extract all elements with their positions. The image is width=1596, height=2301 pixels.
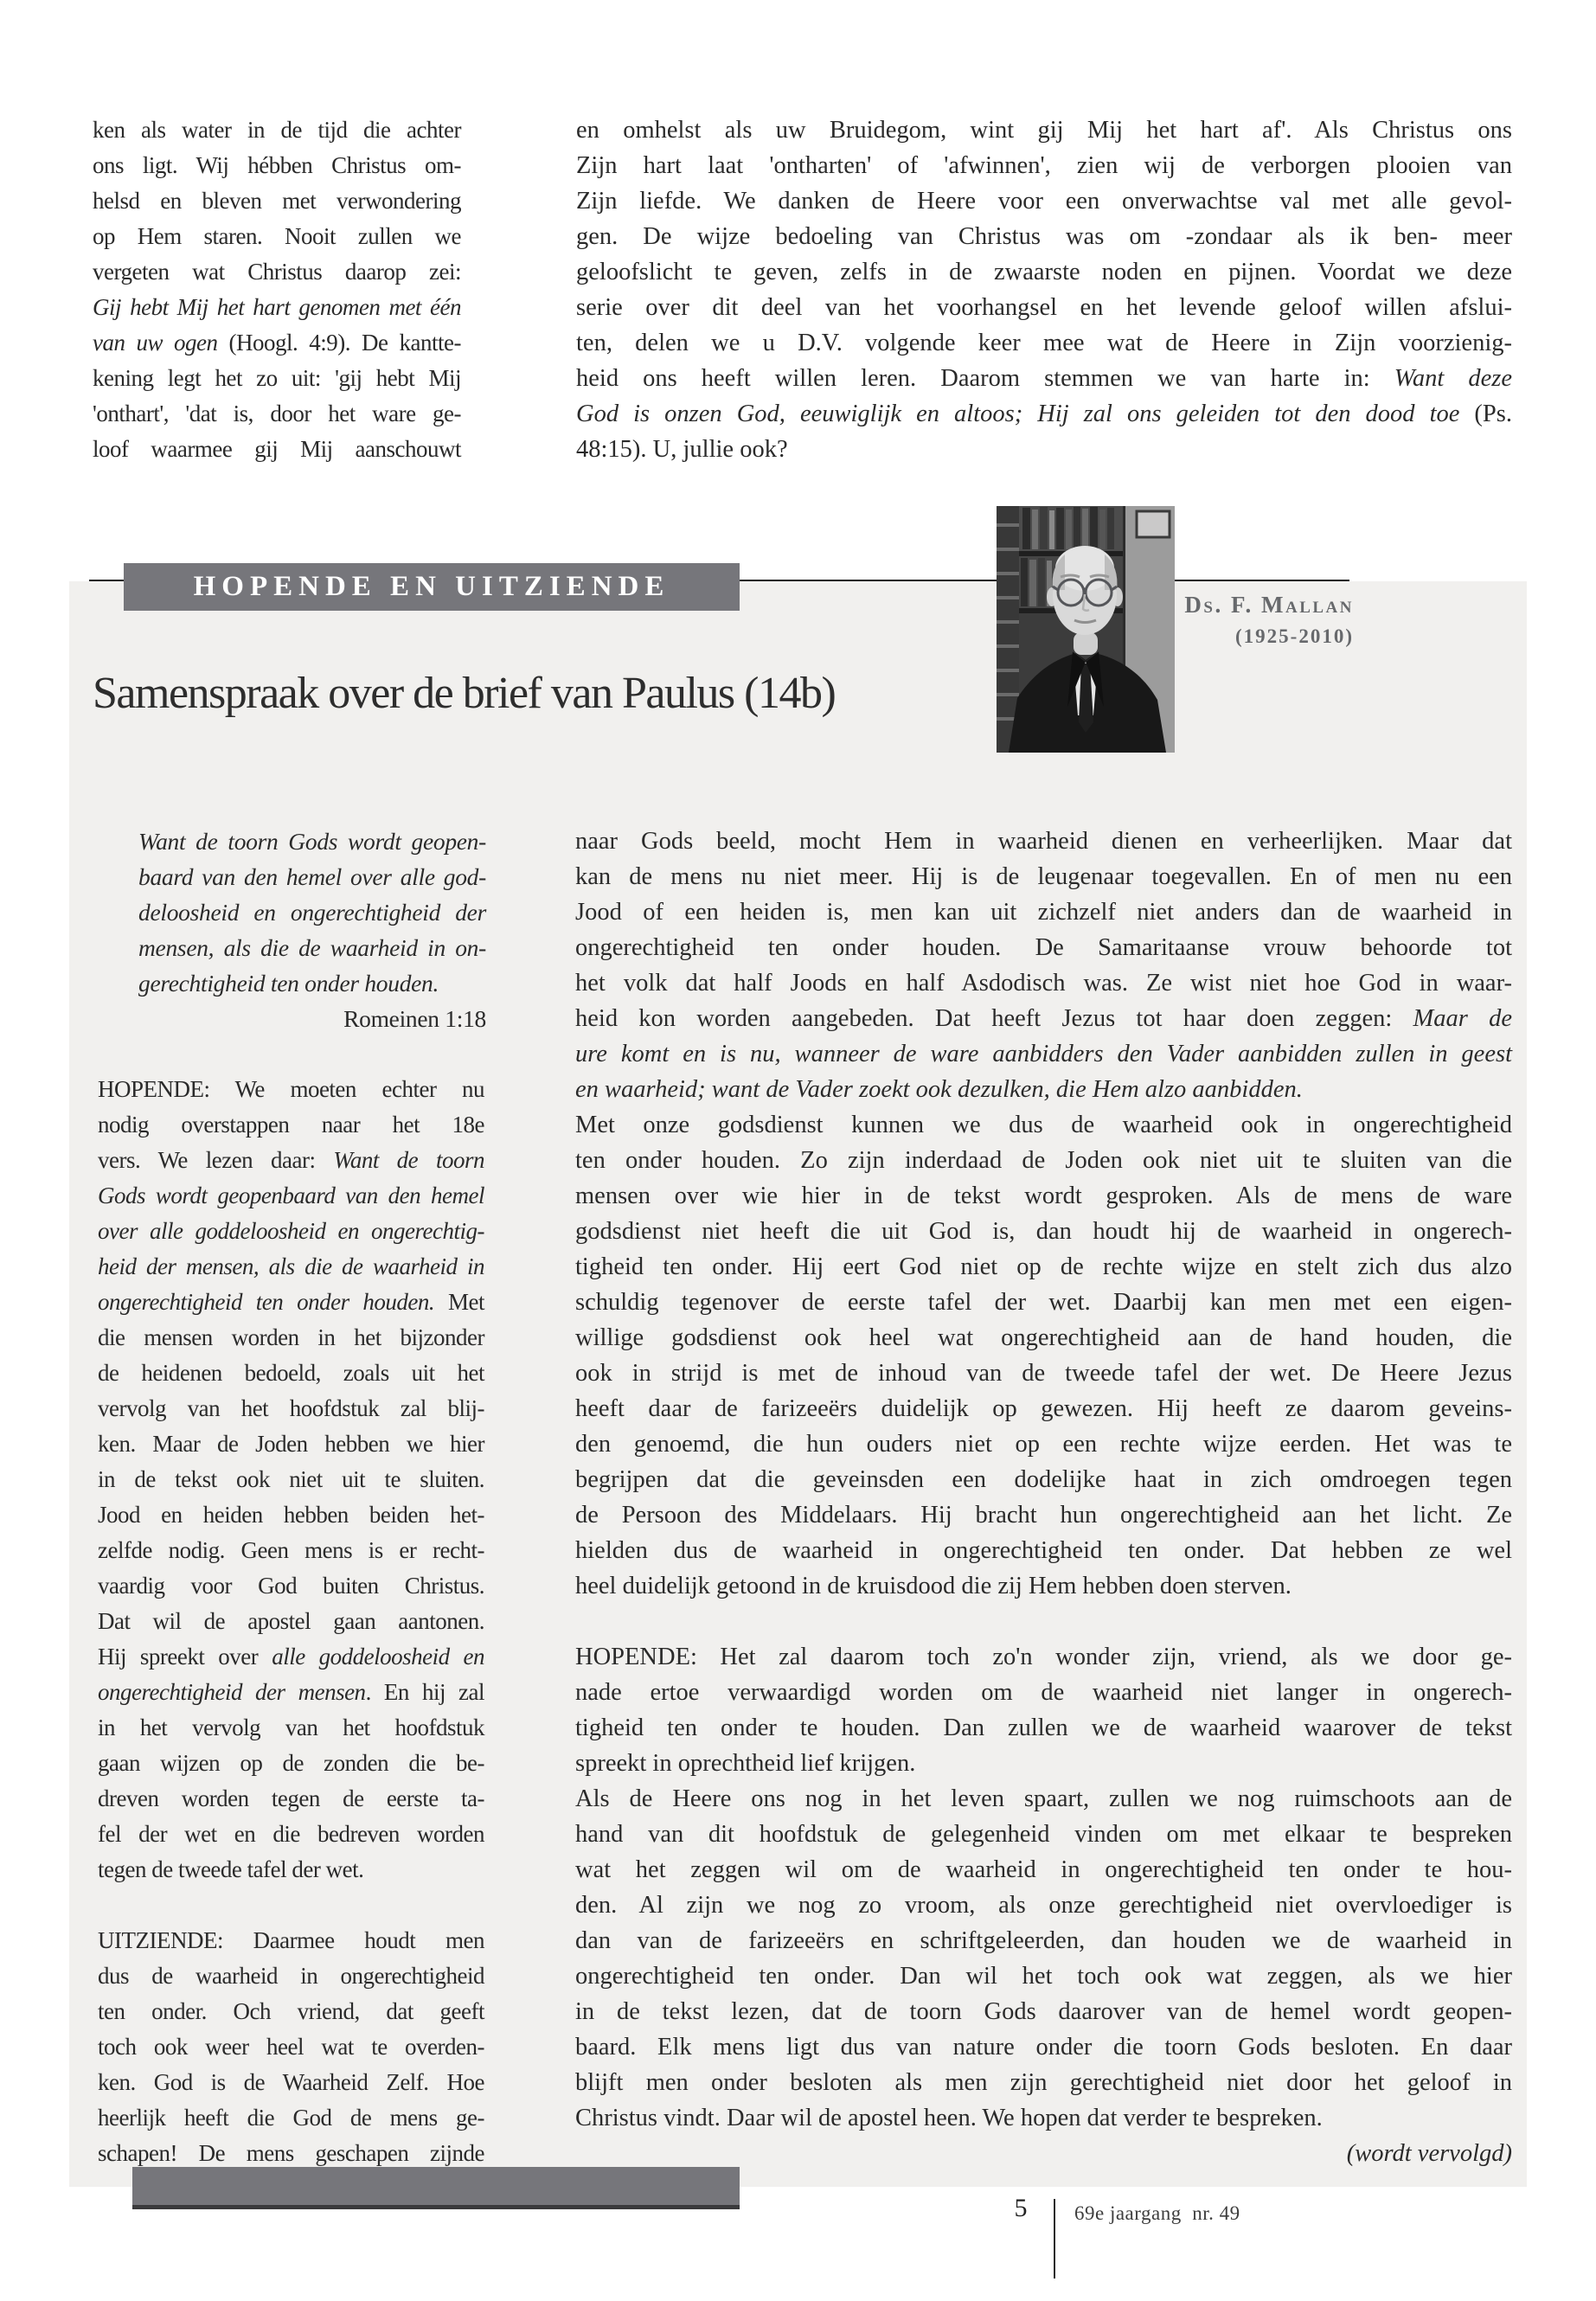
text-line: zelfde nodig. Geen mens is er recht-	[98, 1537, 484, 1563]
text-line: ure komt en is nu, wanneer de ware aanbidders den Vader aanbidden zullen in geest	[575, 1041, 1512, 1067]
text-line: kan de mens nu niet meer. Hij is de leugenaar toegevallen. En of men nu een	[575, 863, 1512, 890]
text-line: ten onder houden. Zo zijn inderdaad de Joden ook niet uit te sluiten van die	[575, 1147, 1512, 1174]
text-line: wat het zeggen wil om de waarheid in ongerechtigheid ten onder te hou-	[575, 1856, 1512, 1883]
text-line: naar Gods beeld, mocht Hem in waarheid dienen en verheerlijken. Maar dat	[575, 828, 1512, 855]
text-line: Romeinen 1:18	[343, 1005, 486, 1032]
text-line: 48:15). U, jullie ook?	[576, 436, 788, 463]
text-line: ongerechtigheid ten onder houden. Met	[98, 1289, 485, 1315]
text-line: den genoemd, die hun ouders niet op een rechte wijze eerden. Het was te	[575, 1431, 1512, 1458]
text-line: HOPENDE: We moeten echter nu	[98, 1076, 484, 1102]
text-line: fel der wet en die bedreven worden	[98, 1821, 484, 1847]
text-line: dus de waarheid in ongerechtigheid	[98, 1963, 484, 1989]
text-line: Gods wordt geopenbaard van den hemel	[98, 1183, 484, 1208]
text-line: ten onder. Och vriend, dat geeft	[98, 1998, 484, 2024]
text-line: de heidenen bedoeld, zoals uit het	[98, 1360, 484, 1386]
footer-divider	[1054, 2199, 1055, 2279]
text-line: gen. De wijze bedoeling van Christus was om -zondaar als ik ben- meer	[576, 223, 1512, 250]
text-line: 'onthart', 'dat is, door het ware ge-	[93, 401, 461, 426]
article-left-column	[98, 1072, 484, 2171]
text-line: willige godsdienst ook heel wat ongerechtigheid aan de hand houden, die	[575, 1324, 1512, 1351]
text-line: de Persoon des Middelaars. Hij bracht hun ongerechtigheid aan het licht. Ze	[575, 1502, 1512, 1529]
text-line: baard van den hemel over alle god-	[138, 863, 486, 890]
text-line: kening legt het zo uit: 'gij hebt Mij	[93, 365, 461, 391]
text-line: over alle goddeloosheid en ongerechtig-	[98, 1218, 484, 1244]
text-line: Als de Heere ons nog in het leven spaart, zullen we nog ruimschoots aan de	[575, 1785, 1512, 1812]
text-line: ken als water in de tijd die achter	[93, 117, 461, 143]
text-line: begrijpen dat die geveinsden een dodelijke haat in zich omdroegen tegen	[575, 1466, 1512, 1493]
text-line: serie over dit deel van het voorhangsel en het levende geloof willen afslui-	[576, 294, 1512, 321]
text-line: Zijn liefde. We danken de Heere voor een onverwachtse val met alle gevol-	[576, 188, 1512, 215]
text-line: God is onzen God, eeuwiglijk en altoos; Hij zal ons geleiden tot den dood toe (Ps.	[576, 401, 1512, 427]
text-line: heel duidelijk getoond in de kruisdood die zij Hem hebben doen sterven.	[575, 1573, 1292, 1599]
text-line: tigheid ten onder te houden. Dan zullen we de waarheid waarover de tekst	[575, 1715, 1512, 1741]
text-line: heeft daar de farizeeërs duidelijk op gewezen. Hij heeft ze daarom geveins-	[575, 1395, 1512, 1422]
text-line: Met onze godsdienst kunnen we dus de waarheid ook in ongerechtigheid	[575, 1112, 1512, 1138]
text-line: nade ertoe verwaardigd worden om de waarheid niet langer in ongerech-	[575, 1679, 1512, 1706]
text-line: Dat wil de apostel gaan aantonen.	[98, 1608, 484, 1634]
text-line: deloosheid en ongerechtigheid der	[138, 899, 486, 926]
text-line: gerechtigheid ten onder houden.	[138, 970, 439, 997]
text-line: die mensen worden in het bijzonder	[98, 1324, 484, 1350]
text-line: hand van dit hoofdstuk de gelegenheid vinden om met elkaar te bespreken	[575, 1821, 1512, 1848]
text-line: ken. Maar de Joden hebben we hier	[98, 1431, 484, 1457]
text-line: godsdienst niet heeft die uit God is, dan houdt hij de waarheid in ongerech-	[575, 1218, 1512, 1245]
text-line: ons ligt. Wij hébben Christus om-	[93, 152, 461, 178]
text-line: tigheid ten onder. Hij eert God niet op de rechte wijze en stelt zich dus alzo	[575, 1253, 1512, 1280]
text-line: in het vervolg van het hoofdstuk	[98, 1715, 484, 1740]
section-kicker-label: HOPENDE EN UITZIENDE	[193, 571, 670, 602]
text-line: in de tekst lezen, dat de toorn Gods daarover van de hemel wordt geopen-	[575, 1998, 1512, 2025]
intro-left-column	[93, 112, 461, 467]
text-line: Want de toorn Gods wordt geopen-	[138, 828, 486, 855]
text-line: en waarheid; want de Vader zoekt ook dezulken, die Hem alzo aanbidden.	[575, 1076, 1303, 1103]
page-number: 5	[1014, 2194, 1028, 2222]
article-right-column	[575, 824, 1512, 2171]
text-line: Gij hebt Mij het hart genomen met één	[93, 294, 461, 320]
text-line: ongerechtigheid ten onder houden. De Samaritaanse vrouw behoorde tot	[575, 934, 1512, 961]
text-line: geloofslicht te geven, zelfs in de zwaarste noden en pijnen. Voordat we deze	[576, 259, 1512, 285]
text-line: heerlijk heeft die God de mens ge-	[98, 2105, 484, 2131]
section-end-bar	[132, 2167, 740, 2209]
scripture-quote	[138, 824, 486, 1036]
text-line: ook in strijd is met de inhoud van de tweede tafel der wet. De Heere Jezus	[575, 1360, 1512, 1387]
text-line: heid der mensen, als die de waarheid in	[98, 1253, 484, 1279]
author-years: (1925-2010)	[1235, 625, 1354, 647]
text-line: ten, delen we u D.V. volgende keer mee wat de Heere in Zijn voorzienig-	[576, 330, 1512, 356]
text-line: schapen! De mens geschapen zijnde	[98, 2140, 484, 2166]
text-line: mensen over wie hier in de tekst wordt gesproken. Als de mens de ware	[575, 1183, 1512, 1209]
text-line: vers. We lezen daar: Want de toorn	[98, 1147, 484, 1173]
text-line: baard. Elk mens ligt dus van nature onder die toorn Gods besloten. En daar	[575, 2034, 1512, 2061]
text-line: vaardig voor God buiten Christus.	[98, 1573, 484, 1599]
text-line: Christus vindt. Daar wil de apostel heen. We hopen dat verder te bespreken.	[575, 2105, 1323, 2131]
text-line: vervolg van het hoofdstuk zal blij-	[98, 1395, 484, 1421]
text-line: UITZIENDE: Daarmee houdt men	[98, 1927, 484, 1953]
author-name: Ds. F. Mallan	[1184, 592, 1354, 618]
text-line: in de tekst ook niet uit te sluiten.	[98, 1466, 484, 1492]
text-line: HOPENDE: Het zal daarom toch zo'n wonder zijn, vriend, als we door ge-	[575, 1644, 1512, 1670]
text-line: toch ook weer heel wat te overden-	[98, 2034, 484, 2060]
article-title: Samenspraak over de brief van Paulus (14b)	[93, 669, 836, 718]
text-line: Zijn hart laat 'ontharten' of 'afwinnen', zien wij de verborgen plooien van	[576, 152, 1512, 179]
section-kicker-bar	[124, 563, 740, 611]
text-line: en omhelst als uw Bruidegom, wint gij Mij het hart af'. Als Christus ons	[576, 117, 1512, 144]
author-caption	[1176, 592, 1354, 648]
text-line: helsd en bleven met verwondering	[93, 188, 461, 214]
text-line: ongerechtigheid ten onder. Dan wil het toch ook wat zeggen, als we hier	[575, 1963, 1512, 1990]
text-line: Jood en heiden hebben beiden het-	[98, 1502, 484, 1528]
text-line: dan van de farizeeërs en schriftgeleerden, dan houden we de waarheid in	[575, 1927, 1512, 1954]
text-line: dreven worden tegen de eerste ta-	[98, 1785, 484, 1811]
text-line: ongerechtigheid der mensen. En hij zal	[98, 1679, 484, 1705]
text-line: heid ons heeft willen leren. Daarom stemmen we van harte in: Want deze	[576, 365, 1512, 392]
text-line: den. Al zijn we nog zo vroom, als onze gerechtigheid niet overvloediger is	[575, 1892, 1512, 1919]
author-photo	[997, 506, 1175, 753]
text-line: (wordt vervolgd)	[1346, 2140, 1512, 2167]
text-line: tegen de tweede tafel der wet.	[98, 1856, 364, 1882]
issue-label: 69e jaargang nr. 49	[1074, 2202, 1240, 2224]
text-line: op Hem staren. Nooit zullen we	[93, 223, 461, 249]
text-line: het volk dat half Joods en half Asdodisch was. Ze wist niet hoe God in waar-	[575, 970, 1512, 997]
text-line: Hij spreekt over alle goddeloosheid en	[98, 1644, 484, 1670]
text-line: spreekt in oprechtheid lief krijgen.	[575, 1750, 916, 1777]
text-line: Jood of een heiden is, men kan uit zichzelf niet anders dan de waarheid in	[575, 899, 1512, 926]
intro-right-column	[576, 112, 1512, 467]
text-line: gaan wijzen op de zonden die be-	[98, 1750, 484, 1776]
text-line: schuldig tegenover de eerste tafel der wet. Daarbij kan men met een eigen-	[575, 1289, 1512, 1316]
text-line: mensen, als die de waarheid in on-	[138, 934, 486, 961]
text-line: vergeten wat Christus daarop zei:	[93, 259, 461, 285]
text-line: ken. God is de Waarheid Zelf. Hoe	[98, 2069, 484, 2095]
text-line: nodig overstappen naar het 18e	[98, 1112, 484, 1138]
text-line: loof waarmee gij Mij aanschouwt	[93, 436, 461, 462]
text-line: van uw ogen (Hoogl. 4:9). De kantte-	[93, 330, 461, 356]
text-line: heid kon worden aangebeden. Dat heeft Jezus tot haar doen zeggen: Maar de	[575, 1005, 1513, 1032]
text-line: blijft men onder besloten als men zijn gerechtigheid niet door het geloof in	[575, 2069, 1512, 2096]
text-line: hielden dus de waarheid in ongerechtigheid ten onder. Dat hebben ze wel	[575, 1537, 1512, 1564]
